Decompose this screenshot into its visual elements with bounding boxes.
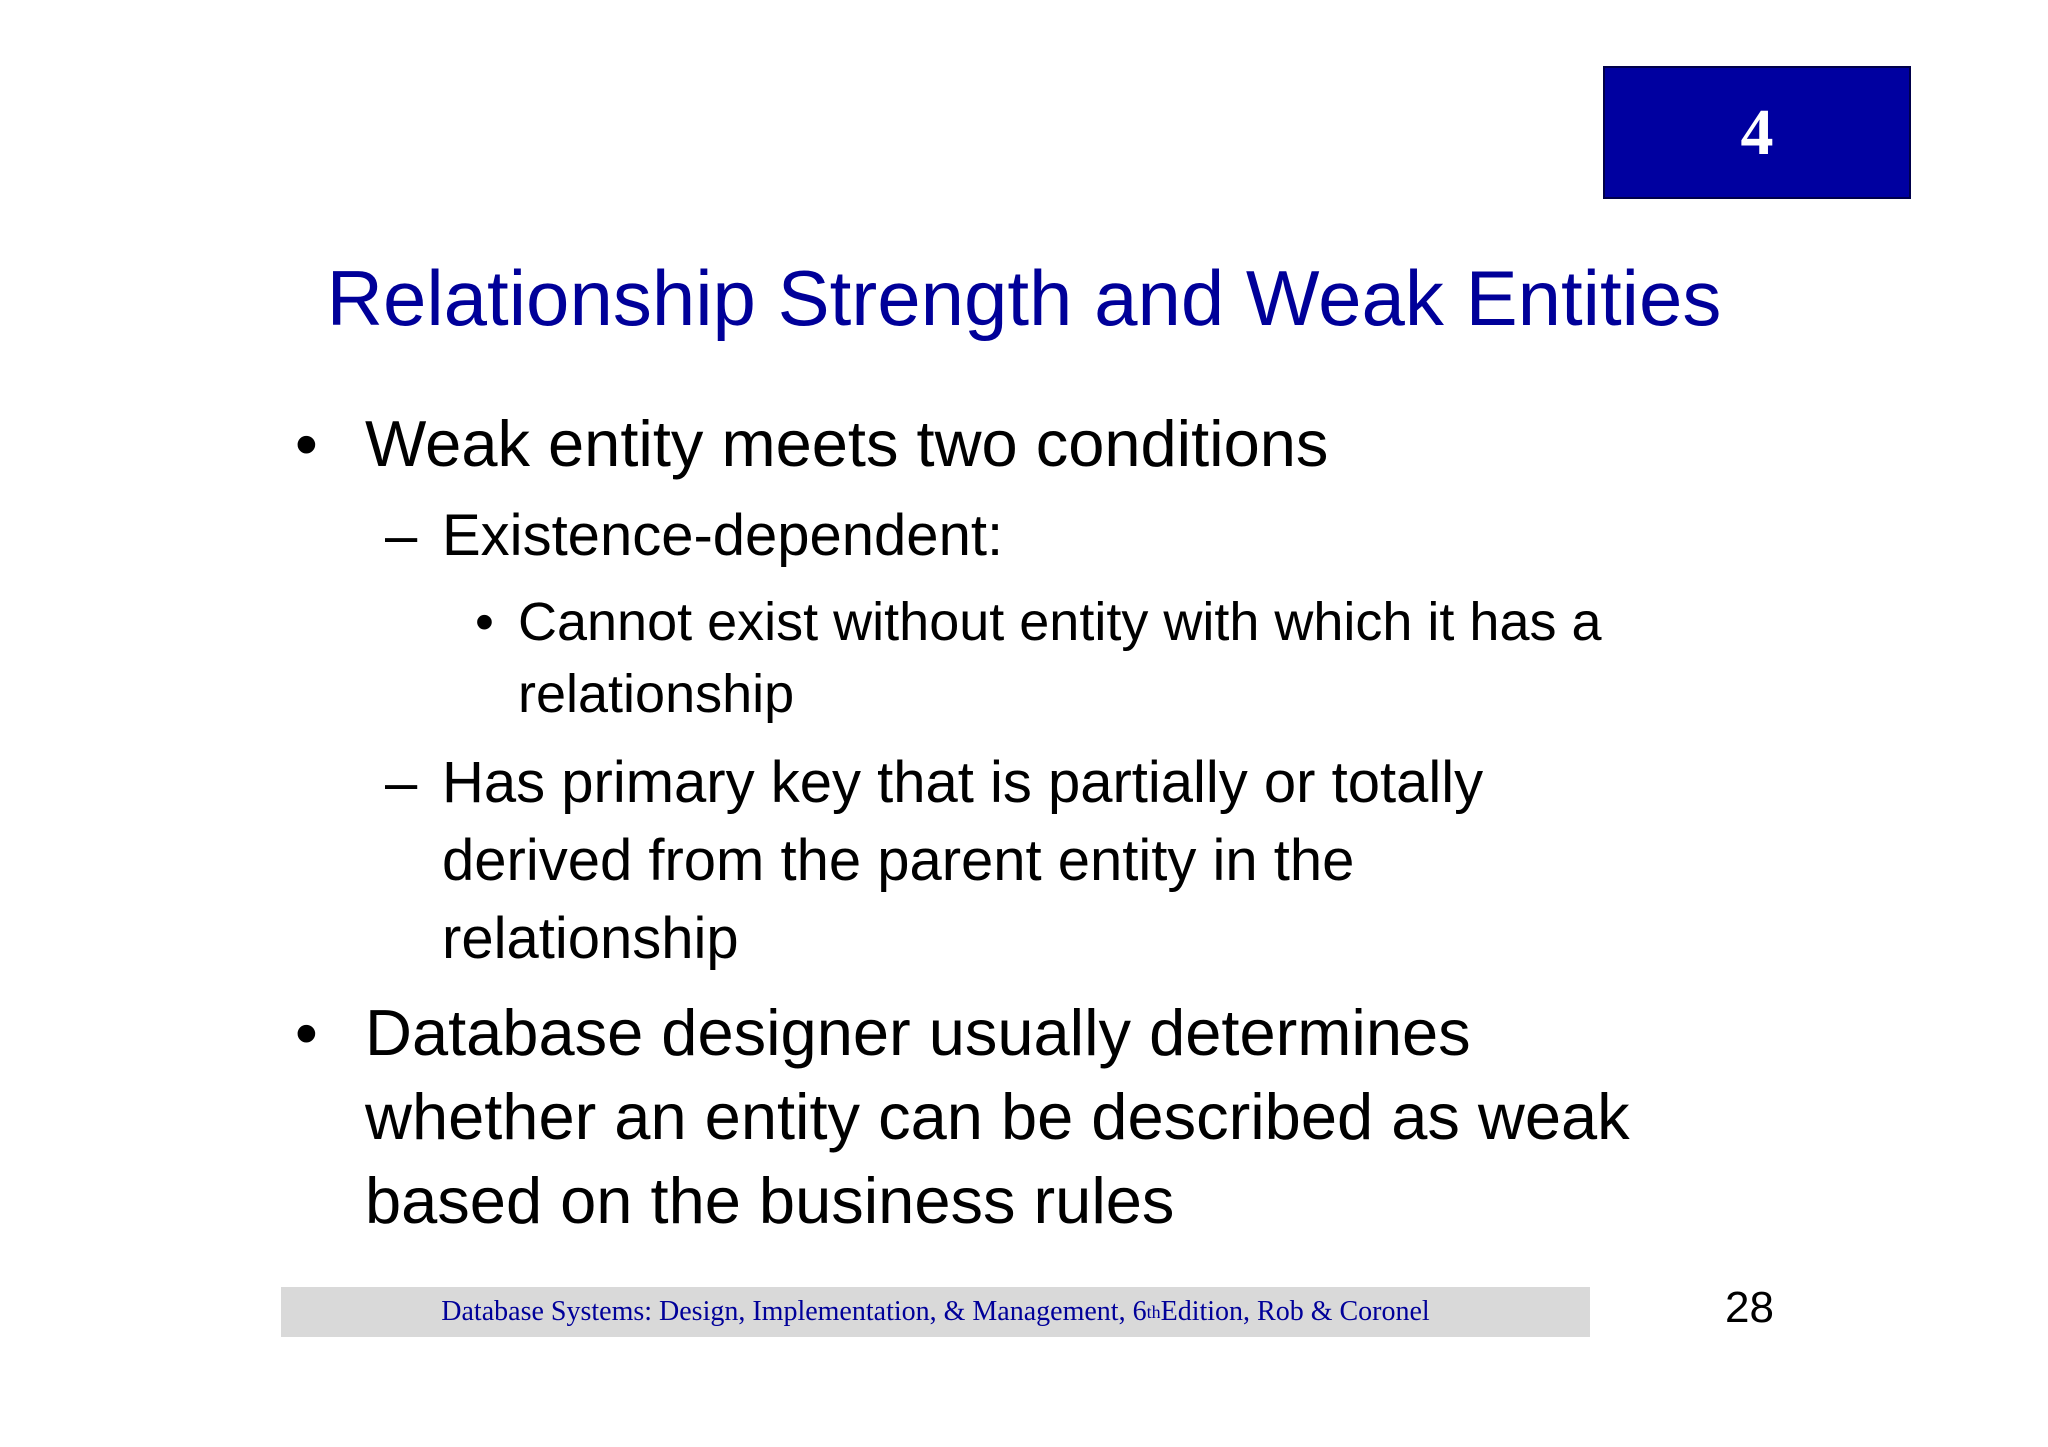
bullet-text: whether an entity can be described as weak xyxy=(365,1080,1630,1153)
bullet-text: Weak entity meets two conditions xyxy=(365,407,1329,480)
sub-sub-bullet-text: relationship xyxy=(518,664,795,724)
page-number: 28 xyxy=(1725,1283,1774,1332)
sub-sub-bullet-text: Cannot exist without entity with which it has a xyxy=(518,592,1602,652)
sub-bullet-text: derived from the parent entity in the xyxy=(442,828,1355,893)
bullet-marker: • xyxy=(295,407,318,480)
chapter-badge: 4 xyxy=(1603,66,1911,199)
bullet-text: Database designer usually determines xyxy=(365,996,1471,1069)
bullet-marker: • xyxy=(295,996,318,1069)
bullet-text: based on the business rules xyxy=(365,1164,1175,1237)
sub-bullet-text: Existence-dependent: xyxy=(442,503,1004,568)
footer-text-main: Database Systems: Design, Implementation, & Management, 6 xyxy=(441,1296,1147,1327)
sub-bullet-text: relationship xyxy=(442,906,739,971)
slide-title: Relationship Strength and Weak Entities xyxy=(326,254,1722,342)
sub-bullet-marker: – xyxy=(385,750,418,815)
sub-sub-bullet-marker: • xyxy=(475,592,494,652)
footer-citation: Database Systems: Design, Implementation, & Management, 6 th Edition, Rob & Coronel xyxy=(281,1287,1590,1337)
sub-bullet-marker: – xyxy=(385,503,418,568)
footer-text-tail: Edition, Rob & Coronel xyxy=(1160,1296,1430,1327)
sub-bullet-text: Has primary key that is partially or totally xyxy=(442,750,1484,815)
